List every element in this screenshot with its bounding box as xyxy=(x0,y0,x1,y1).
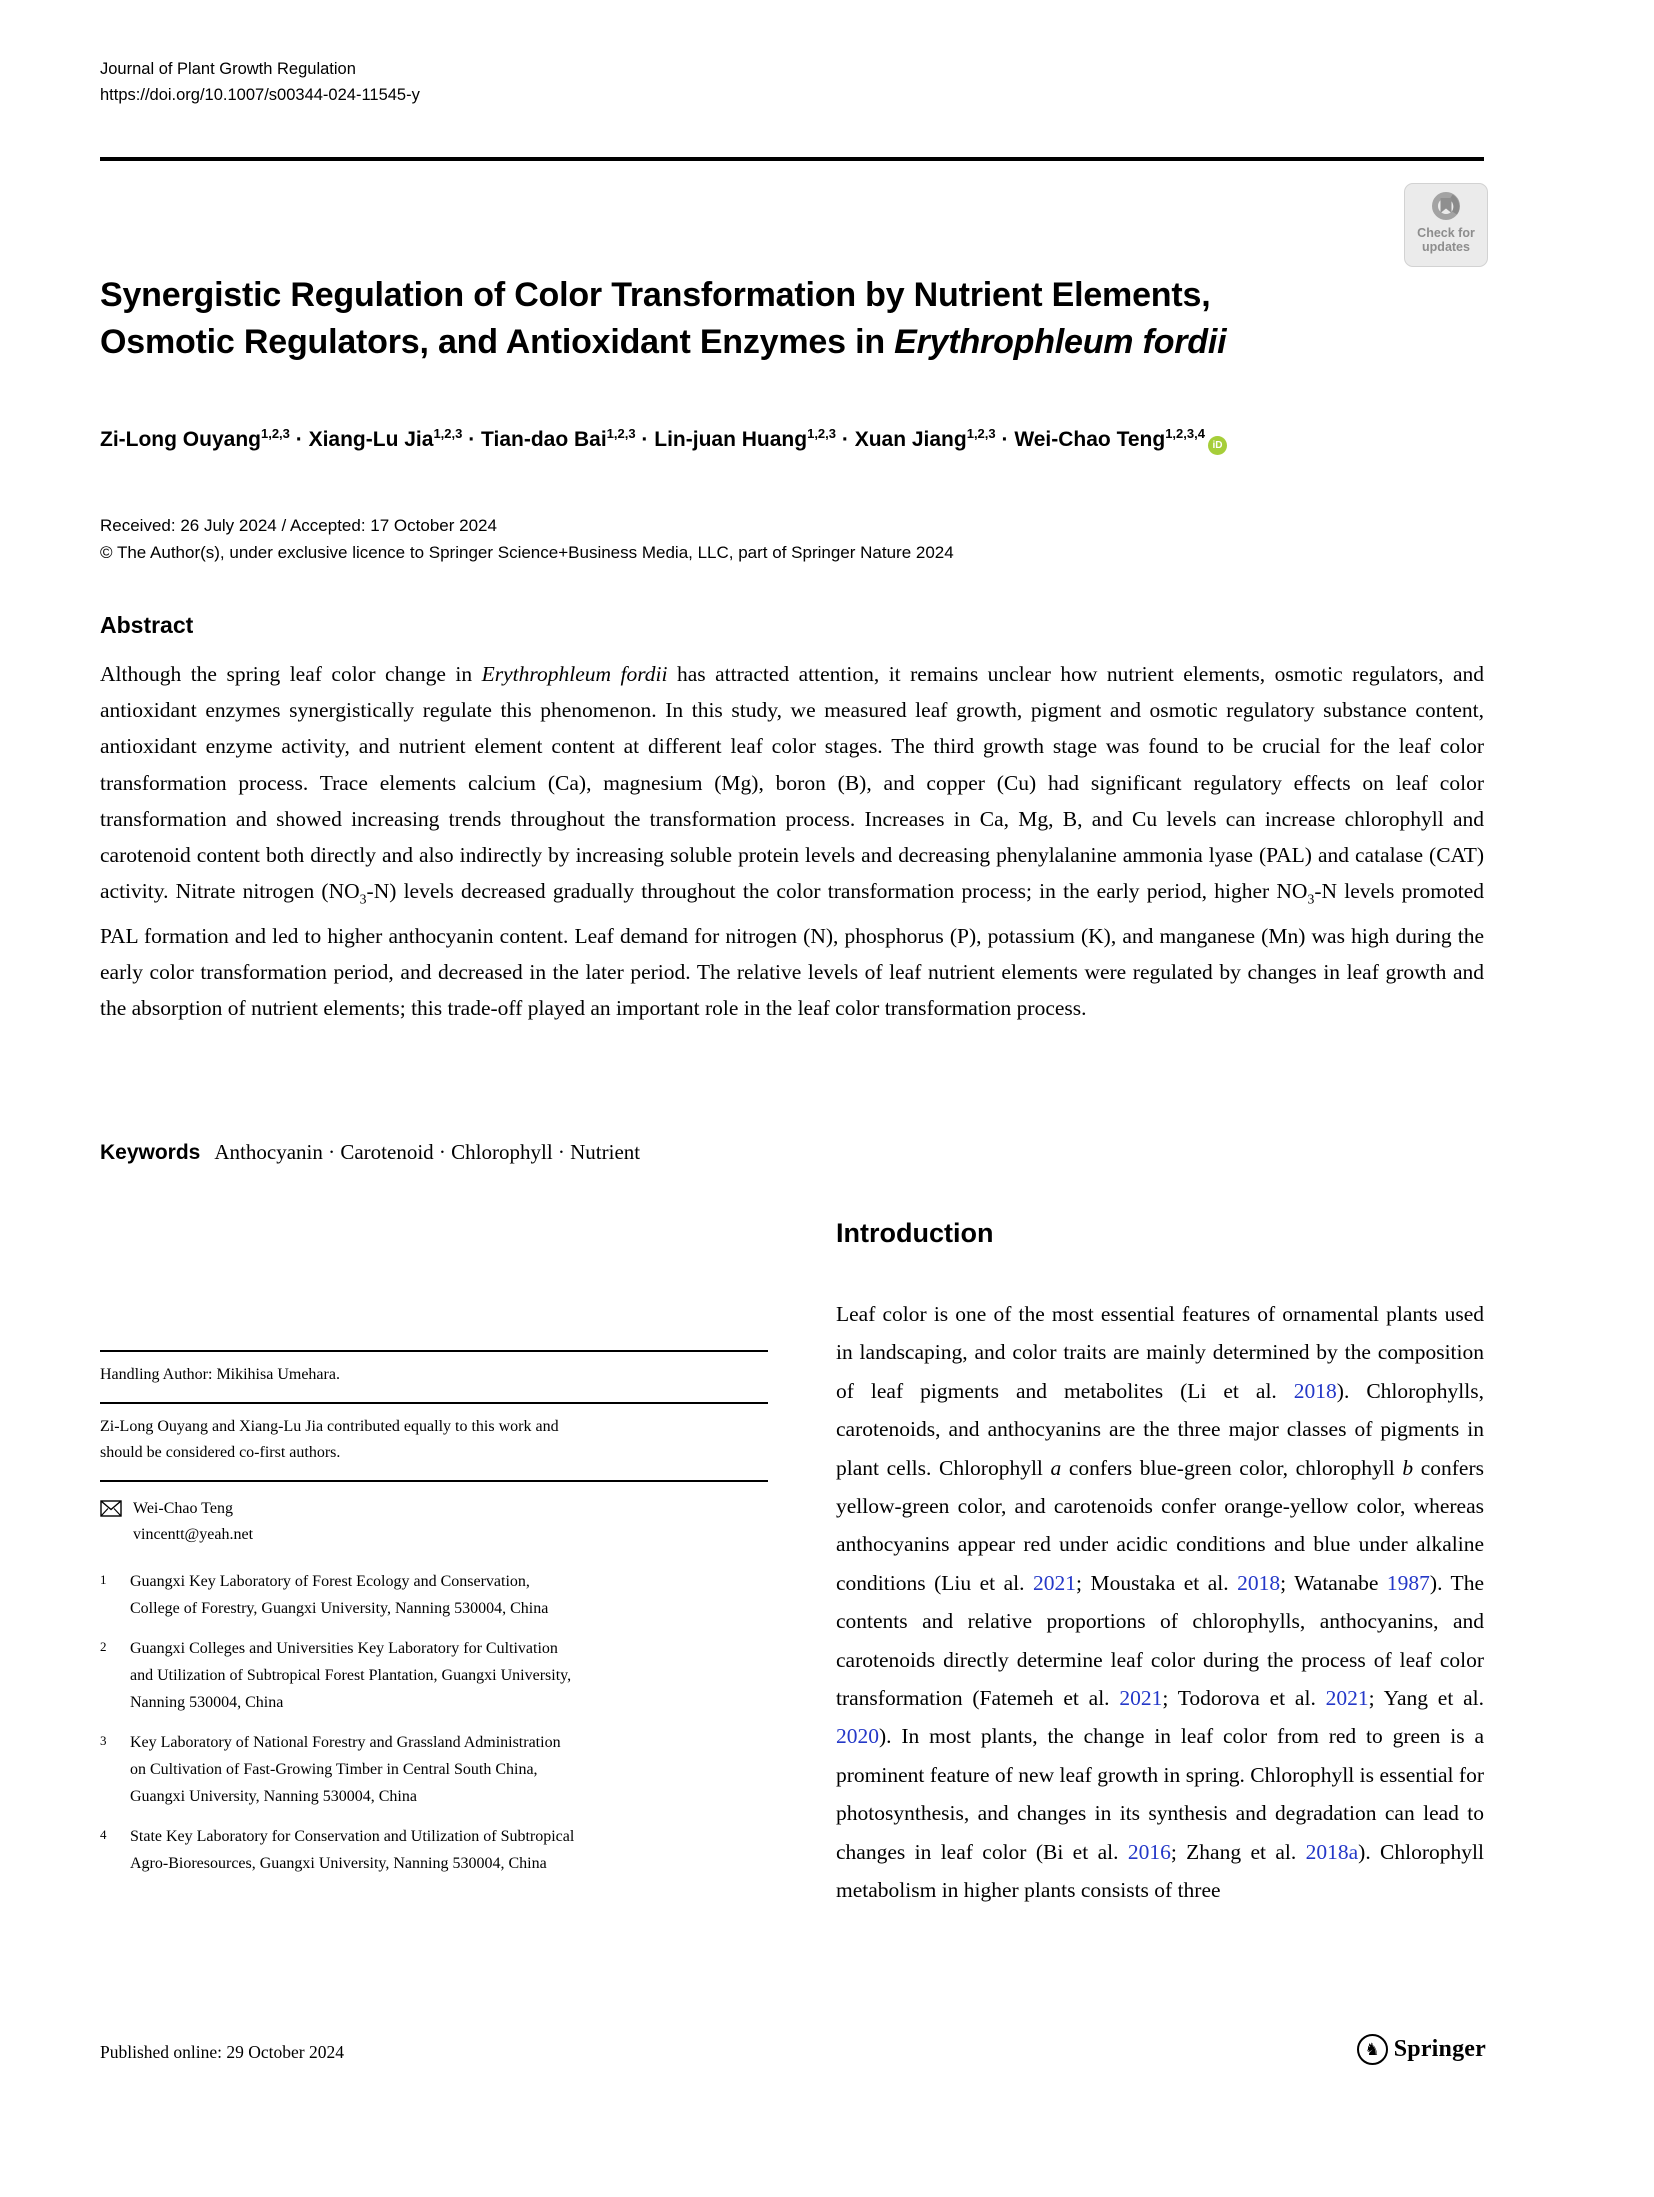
affiliation-text: Key Laboratory of National Forestry and Grassland Administration on Cultivation of Fast-Growing Timber in Central South China, Guangxi University, Nanning 530004, China xyxy=(130,1734,561,1805)
affiliation-item xyxy=(100,1568,768,1622)
affiliation-text: Guangxi Key Laboratory of Forest Ecology and Conservation, College of Forestry, Guangxi University, Nanning 530004, China xyxy=(130,1573,549,1617)
citation-link[interactable]: 2020 xyxy=(836,1724,879,1749)
doi-link[interactable]: https://doi.org/10.1007/s00344-024-11545-y xyxy=(100,86,420,104)
footnotes-column xyxy=(100,1350,768,1890)
keywords-label: Keywords xyxy=(100,1141,201,1164)
journal-name: Journal of Plant Growth Regulation xyxy=(100,60,356,78)
corresponding-author-email[interactable]: vincentt@yeah.net xyxy=(133,1526,254,1543)
citation-link[interactable]: 2021 xyxy=(1119,1686,1163,1711)
copyright-line: © The Author(s), under exclusive licence to Springer Science+Business Media, LLC, part of Springer Nature 2024 xyxy=(100,543,954,562)
springer-logo xyxy=(1357,2034,1486,2065)
springer-wordmark: Springer xyxy=(1393,2036,1486,2062)
introduction-column xyxy=(836,1218,1484,1910)
abstract-text: Although the spring leaf color change in Erythrophleum fordii has attracted attention, it remains unclear how nutrient elements, osmotic regulators, and antioxidant enzymes synergistically regulate this phenomenon. In this study, we measured leaf growth, pigment and osmotic regulatory substance content, antioxidant enzyme activity, and nutrient element content at different leaf color stages. The third growth stage was found to be crucial for the leaf color transformation process. Trace elements calcium (Ca), magnesium (Mg), boron (B), and copper (Cu) had significant regulatory effects on leaf color transformation and showed increasing trends throughout the transformation process. Increases in Ca, Mg, B, and Cu levels can increase chlorophyll and carotenoid content both directly and also indirectly by increasing soluble protein levels and decreasing phenylalanine ammonia lyase (PAL) and catalase (CAT) activity. Nitrate nitrogen $(NO_3-N)$ levels decreased gradually throughout the color transformation process; in the early period, higher $NO_3-N$ levels promoted PAL formation and led to higher anthocyanin content. Leaf demand for nitrogen (N), phosphorus (P), potassium (K), and manganese (Mn) was high during the early color transformation period, and decreased in the later period. The relative levels of leaf nutrient elements were regulated by changes in leaf growth and the absorption of nutrient elements; this trade-off played an important role in the leaf color transformation process. xyxy=(100,662,1484,1021)
email-icon xyxy=(100,1496,133,1548)
citation-link[interactable]: 2018a xyxy=(1305,1839,1359,1864)
article-title: Synergistic Regulation of Color Transformation by Nutrient Elements, Osmotic Regulators, and Antioxidant Enzymes in Erythrophleum fordii xyxy=(100,276,1227,361)
introduction-text: Leaf color is one of the most essential features of ornamental plants used in landscaping, and color traits are mainly determined by the composition of leaf pigments and metabolites (Li et al. 2018). Chlorophylls, carotenoids, and anthocyanins are the three major classes of pigments in plant cells. Chlorophyll a confers blue-green color, chlorophyll b confers yellow-green color, and carotenoids confer orange-yellow color, whereas anthocyanins appear red under acidic conditions and blue under alkaline conditions (Liu et al. 2021; Moustaka et al. 2018; Watanabe 1987). The contents and relative proportions of chlorophylls, anthocyanins, and carotenoids directly determine leaf color during the process of leaf color transformation (Fatemeh et al. 2021; Todorova et al. 2021; Yang et al. 2020). In most plants, the change in leaf color from red to green is a prominent feature of new leaf growth in spring. Chlorophyll is essential for photosynthesis, and changes in its synthesis and degradation can lead to changes in leaf color (Bi et al. 2016; Zhang et al. 2018a). Chlorophyll metabolism in higher plants consists of three xyxy=(836,1302,1485,1903)
handling-author-note: Handling Author: Mikihisa Umehara. xyxy=(100,1366,340,1383)
author-list xyxy=(100,428,1480,455)
correspondence-block xyxy=(100,1496,768,1548)
received-accepted-dates: Received: 26 July 2024 / Accepted: 17 October 2024 xyxy=(100,516,497,535)
introduction-heading: Introduction xyxy=(836,1218,994,1248)
affiliation-number: 4 xyxy=(100,1827,107,1842)
article-meta xyxy=(100,512,954,566)
equal-contribution-note: Zi-Long Ouyang and Xiang-Lu Jia contributed equally to this work and should be considered co-first authors. xyxy=(100,1418,559,1461)
authors-text: Zi-Long Ouyang$^{1,2,3}$ · Xiang-Lu Jia$^{1,2,3}$ · Tian-dao Bai$^{1,2,3}$ · Lin-juan Huang$^{1,2,3}$ · Xuan Jiang$^{1,2,3}$ · Wei-Chao Teng$^{1,2,3,4}$ xyxy=(100,426,1205,451)
keywords-text: Anthocyanin · Carotenoid · Chlorophyll · Nutrient xyxy=(214,1140,641,1164)
citation-link[interactable]: 2018 xyxy=(1293,1378,1337,1403)
check-updates-icon xyxy=(1428,189,1464,225)
published-online-date: Published online: 29 October 2024 xyxy=(100,2042,345,2062)
affiliation-number: 3 xyxy=(100,1733,107,1748)
affiliation-item xyxy=(100,1635,768,1716)
affiliation-item xyxy=(100,1729,768,1810)
orcid-icon[interactable]: iD xyxy=(1208,436,1227,455)
affiliation-text: State Key Laboratory for Conservation and Utilization of Subtropical Agro-Bioresources, Guangxi University, Nanning 530004, China xyxy=(130,1828,575,1872)
affiliation-item xyxy=(100,1823,768,1877)
check-for-updates-badge[interactable] xyxy=(1404,183,1488,267)
footnote-rule xyxy=(100,1402,768,1404)
citation-link[interactable]: 2021 xyxy=(1325,1686,1369,1711)
citation-link[interactable]: 2018 xyxy=(1237,1570,1281,1595)
springer-horse-icon: ♞ xyxy=(1357,2034,1388,2065)
citation-link[interactable]: 1987 xyxy=(1386,1570,1430,1595)
footnote-rule xyxy=(100,1480,768,1482)
affiliation-number: 1 xyxy=(100,1572,107,1587)
citation-link[interactable]: 2021 xyxy=(1032,1570,1076,1595)
corresponding-author-name: Wei-Chao Teng xyxy=(133,1500,233,1517)
affiliation-number: 2 xyxy=(100,1639,107,1654)
affiliation-text: Guangxi Colleges and Universities Key Laboratory for Cultivation and Utilization of Subtropical Forest Plantation, Guangxi University, Nanning 530004, China xyxy=(130,1640,572,1711)
page-header xyxy=(100,56,420,108)
citation-link[interactable]: 2016 xyxy=(1127,1839,1171,1864)
check-updates-label: Check for updates xyxy=(1417,226,1475,254)
abstract-heading: Abstract xyxy=(100,612,194,638)
keywords-row xyxy=(100,1140,640,1165)
header-rule xyxy=(100,157,1484,161)
footnote-rule xyxy=(100,1350,768,1352)
